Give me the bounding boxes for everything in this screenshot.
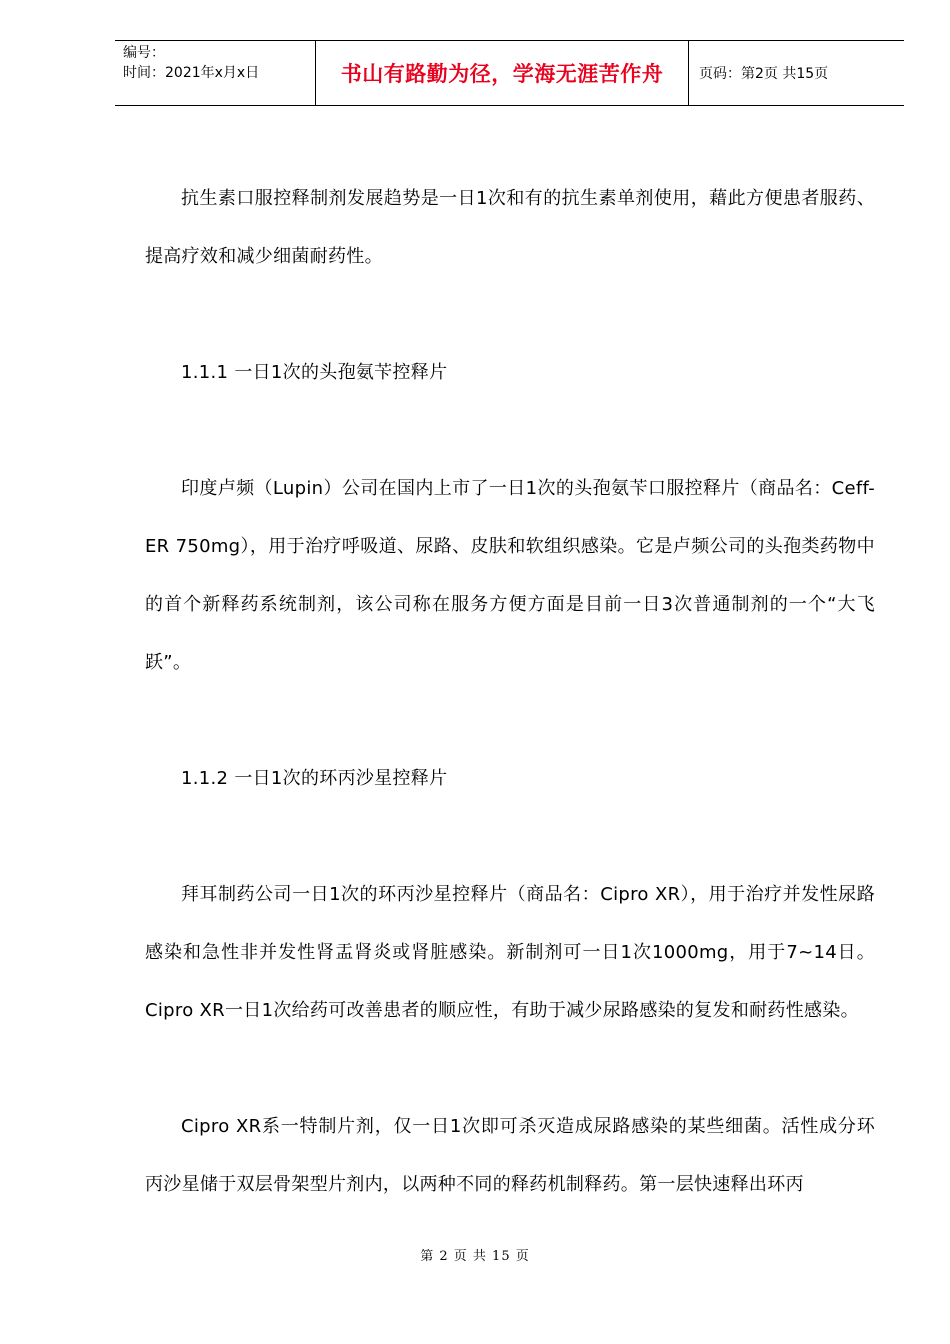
cipro-paragraph: 拜耳制药公司一日1次的环丙沙星控释片（商品名：Cipro XR），用于治疗并发性尿路感染和急性非并发性肾盂肾炎或肾脏感染。新制剂可一日1次1000mg，用于7~14日。Cipro XR一日1次给药可改善患者的顺应性，有助于减少尿路感染的复发和耐药性感染。 [145,884,875,1021]
motto-text: 书山有路勤为径，学海无涯苦作舟 [340,62,664,86]
section-heading-1-1-1: 1.1.1 一日1次的头孢氨苄控释片 [181,362,448,383]
cipro-xr-paragraph: Cipro XR系一特制片剂，仅一日1次即可杀灭造成尿路感染的某些细菌。活性成分环丙沙星储于双层骨架型片剂内，以两种不同的释药机制释药。第一层快速释出环丙 [145,1116,875,1195]
header-page-cell [689,41,904,105]
page-header [115,40,904,106]
cephalexin-paragraph: 印度卢频（Lupin）公司在国内上市了一日1次的头孢氨苄口服控释片（商品名：Ceff-ER 750mg），用于治疗呼吸道、尿路、皮肤和软组织感染。它是卢频公司的头孢类药物中的首个新释药系统制剂，该公司称在服务方便方面是目前一日3次普通制剂的一个“大飞跃”。 [145,478,875,673]
section-heading-1-1-2: 1.1.2 一日1次的环丙沙星控释片 [181,768,448,789]
header-motto-cell [316,41,689,105]
footer-page-number: 第 2 页 共 15 页 [420,1249,530,1264]
intro-paragraph: 抗生素口服控释制剂发展趋势是一日1次和有的抗生素单剂使用，藉此方便患者服药、提高疗效和减少细菌耐药性。 [145,188,875,267]
header-meta-cell [115,41,316,105]
header-page-info: 页码：第2页 共15页 [699,66,829,82]
serial-number-label: 编号： [123,45,165,61]
date-label: 时间：2021年x月x日 [123,65,260,81]
page-footer [0,1245,950,1264]
document-body [145,170,875,1214]
